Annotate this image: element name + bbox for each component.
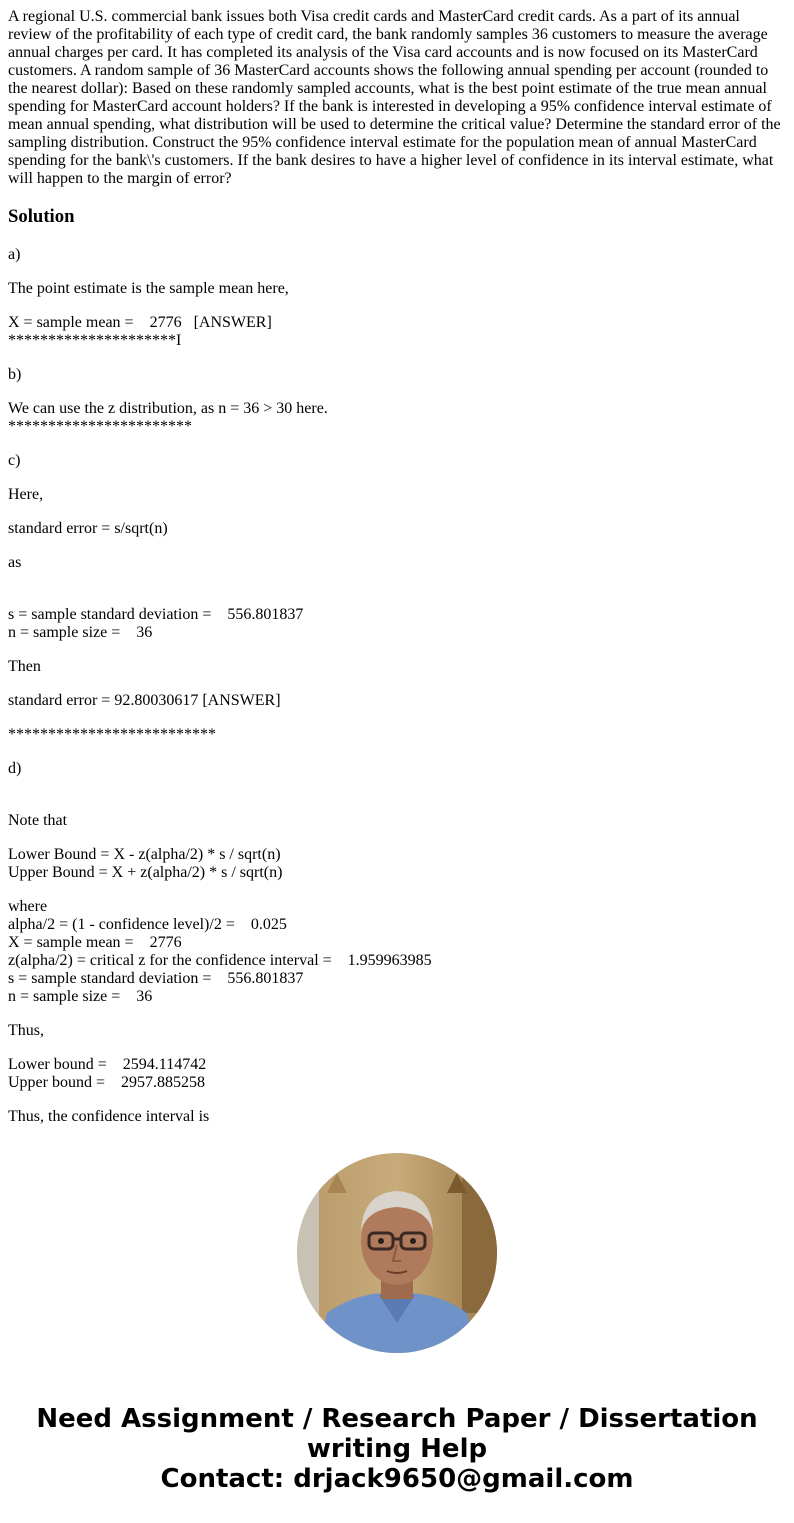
part-d-upper-bound: Upper bound = 2957.885258 (8, 1074, 206, 1091)
part-d-lower-formula: Lower Bound = X - z(alpha/2) * s / sqrt(n) (8, 846, 281, 863)
part-d-sample-size: n = sample size = 36 (8, 988, 153, 1005)
part-d-label: d) (8, 760, 22, 777)
part-a-label: a) (8, 246, 21, 263)
part-d-cut-line: Thus, the confidence interval is (8, 1108, 210, 1124)
promo-contact: Contact: drjack9650@gmail.com (160, 1464, 634, 1494)
part-c-sample-size: n = sample size = 36 (8, 624, 153, 641)
part-d-mean: X = sample mean = 2776 (8, 934, 182, 951)
promo-banner (0, 1404, 794, 1494)
promo-line-2: writing Help (306, 1434, 488, 1464)
part-c-as: as (8, 554, 22, 571)
part-c-std-dev: s = sample standard deviation = 556.801837 (8, 606, 304, 623)
part-c-here: Here, (8, 486, 44, 503)
part-a-answer: X = sample mean = 2776 [ANSWER] (8, 314, 272, 331)
part-c-then: Then (8, 658, 41, 675)
part-c-label: c) (8, 452, 21, 469)
part-a-separator: *********************I (8, 332, 182, 349)
part-d-upper-formula: Upper Bound = X + z(alpha/2) * s / sqrt(n) (8, 864, 283, 881)
part-d-note: Note that (8, 812, 68, 829)
part-d-std-dev: s = sample standard deviation = 556.801837 (8, 970, 304, 987)
solution-heading: Solution (8, 206, 75, 227)
part-a-intro: The point estimate is the sample mean here, (8, 280, 289, 297)
part-c-separator: ************************** (8, 726, 216, 743)
part-d-critical-z: z(alpha/2) = critical z for the confidence interval = 1.959963985 (8, 952, 432, 969)
part-c-answer: standard error = 92.80030617 [ANSWER] (8, 692, 281, 709)
part-d-lower-bound: Lower bound = 2594.114742 (8, 1056, 207, 1073)
tutor-avatar (297, 1153, 497, 1353)
part-b-separator: *********************** (8, 418, 192, 435)
part-d-thus: Thus, (8, 1022, 44, 1039)
part-d-alpha: alpha/2 = (1 - confidence level)/2 = 0.025 (8, 916, 287, 933)
part-d-where: where (8, 898, 48, 915)
solution-body (8, 246, 786, 1124)
part-b-label: b) (8, 366, 22, 383)
part-c-formula: standard error = s/sqrt(n) (8, 520, 168, 537)
question-text: A regional U.S. commercial bank issues both Visa credit cards and MasterCard credit cards. As a part of its annual review of the profitability of each type of credit card, the bank randomly samples 36 customers to measure the average annual charges per card. It has completed its analysis of the Visa card accounts and is now focused on its MasterCard customers. A random sample of 36 MasterCard accounts shows the following annual spending per account (rounded to the nearest dollar): Based on these randomly sampled accounts, what is the best point estimate of the true mean annual spending for MasterCard account holders? If the bank is interested in developing a 95% confidence interval estimate of mean annual spending, what distribution will be used to determine the critical value? Determine the standard error of the sampling distribution. Construct the 95% confidence interval estimate for the population mean of annual MasterCard spending for the bank\'s customers. If the bank desires to have a higher level of confidence in its interval estimate, what will happen to the margin of error? (8, 8, 781, 187)
promo-line-1: Need Assignment / Research Paper / Dissertation (36, 1404, 758, 1434)
part-b-text: We can use the z distribution, as n = 36 > 30 here. (8, 400, 328, 417)
